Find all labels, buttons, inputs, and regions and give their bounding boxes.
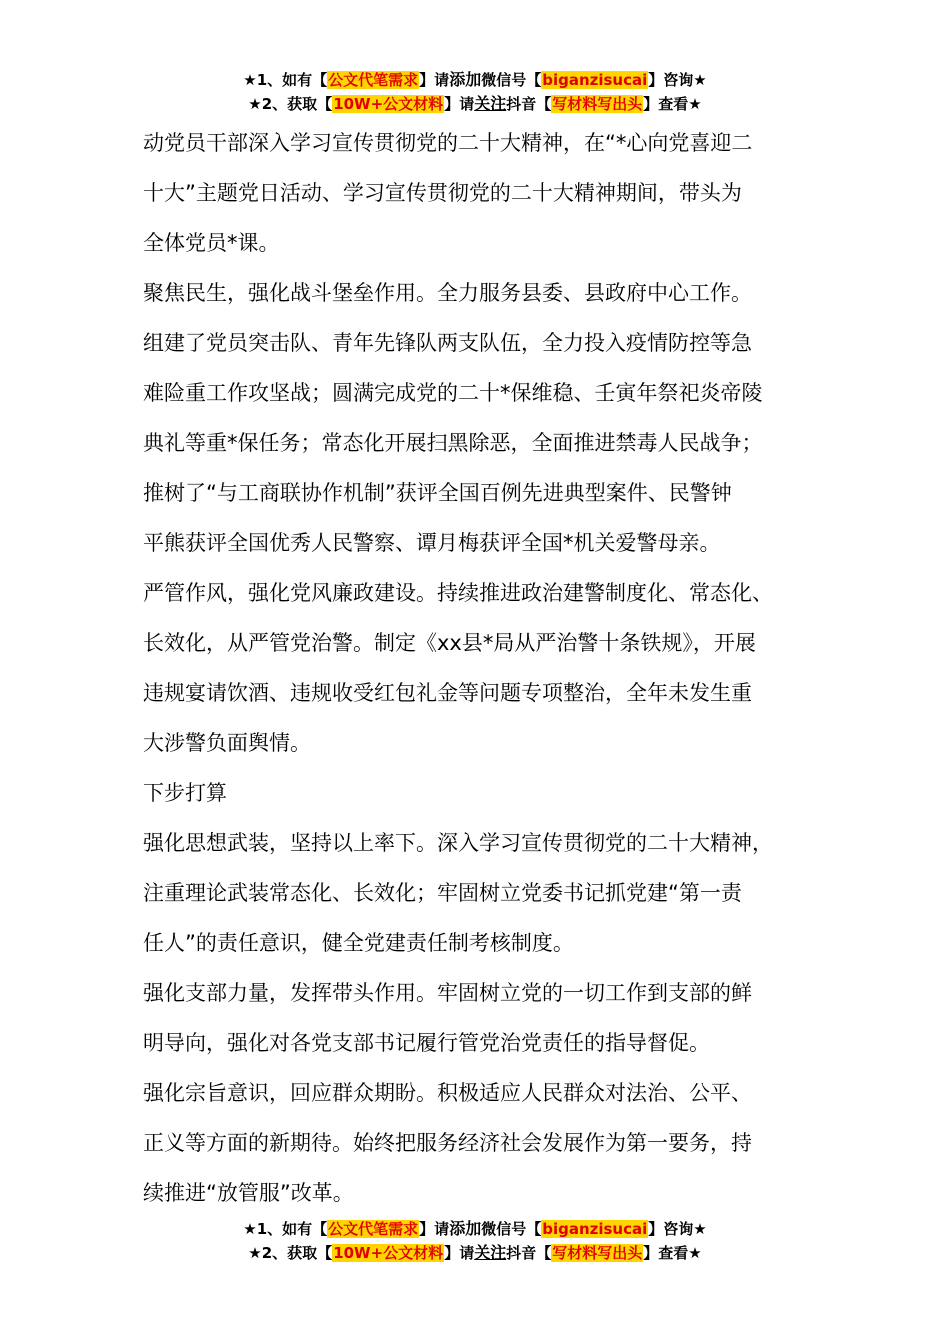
text-line: 强化宗旨意识，回应群众期盼。积极适应人民群众对法治、公平、: [143, 1081, 752, 1105]
paragraph: [143, 568, 843, 768]
highlight-service: 公文代笔需求: [328, 1220, 419, 1238]
paragraph: [143, 118, 843, 268]
text-line: 组建了党员突击队、青年先锋队两支队伍，全力投入疫情防控等急: [143, 331, 752, 355]
text-line: 十大”主题党日活动、学习宣传贯彻党的二十大精神期间，带头为: [143, 181, 742, 205]
highlight-wechat-id: biganzisucai: [542, 71, 648, 89]
banner-emphasis: 添加: [449, 1219, 482, 1238]
highlight-materials: 10W+公文材料: [333, 1244, 444, 1262]
paragraph: [143, 968, 843, 1068]
highlight-wechat-id: biganzisucai: [542, 1220, 648, 1238]
text-line: 难险重工作攻坚战；圆满完成党的二十*保维稳、壬寅年祭祀炎帝陵: [143, 381, 763, 405]
text-line: 任人”的责任意识，健全党建责任制考核制度。: [143, 931, 574, 955]
banner-text: ★2、获取【: [248, 95, 333, 113]
text-line: 全体党员*课。: [143, 231, 280, 255]
paragraph: [143, 818, 843, 968]
footer-banner: [0, 1217, 950, 1265]
text-line: 正义等方面的新期待。始终把服务经济社会发展作为第一要务，持: [143, 1131, 752, 1155]
text-line: 平熊获评全国优秀人民警察、谭月梅获评全国*机关爱警母亲。: [143, 531, 721, 555]
document-body: [143, 118, 843, 1218]
banner-line-1: [0, 1217, 950, 1241]
paragraph: [143, 1068, 843, 1218]
banner-text: 】请: [444, 1244, 475, 1262]
banner-text: 抖音【: [506, 1244, 552, 1262]
banner-text: 微信号【: [481, 71, 542, 89]
text-line: 推树了“与工商联协作机制”获评全国百例先进典型案件、民警钟: [143, 481, 732, 505]
text-line: 续推进“放管服”改革。: [143, 1181, 354, 1205]
paragraph: [143, 268, 843, 568]
banner-text: ★1、如有【: [243, 71, 328, 89]
text-line: 聚焦民生，强化战斗堡垒作用。全力服务县委、县政府中心工作。: [143, 281, 752, 305]
banner-emphasis: 关注: [474, 94, 507, 113]
banner-text: 】咨询★: [648, 71, 707, 89]
text-line: 注重理论武装常态化、长效化；牢固树立党委书记抓党建“第一责: [143, 881, 742, 905]
banner-text: 微信号【: [481, 1220, 542, 1238]
banner-text: 】请: [419, 71, 450, 89]
banner-text: ★1、如有【: [243, 1220, 328, 1238]
banner-text: 】查看★: [643, 1244, 702, 1262]
text-line: 明导向，强化对各党支部书记履行管党治党责任的指导督促。: [143, 1031, 710, 1055]
section-heading: [143, 768, 843, 818]
text-line: 强化思想武装，坚持以上率下。深入学习宣传贯彻党的二十大精神，: [143, 831, 773, 855]
text-line: 强化支部力量，发挥带头作用。牢固树立党的一切工作到支部的鲜: [143, 981, 752, 1005]
highlight-douyin-account: 写材料写出头: [552, 95, 643, 113]
banner-line-1: [0, 68, 950, 92]
text-line: 严管作风，强化党风廉政建设。持续推进政治建警制度化、常态化、: [143, 581, 773, 605]
text-line: 长效化，从严管党治警。制定《xx县*局从严治警十条铁规》，开展: [143, 631, 756, 655]
banner-line-2: [0, 1241, 950, 1265]
banner-text: 】咨询★: [648, 1220, 707, 1238]
banner-line-2: [0, 92, 950, 116]
banner-text: ★2、获取【: [248, 1244, 333, 1262]
text-line: 动党员干部深入学习宣传贯彻党的二十大精神，在“*心向党喜迎二: [143, 131, 753, 155]
heading-text: 下步打算: [143, 781, 227, 805]
banner-text: 】请: [444, 95, 475, 113]
banner-emphasis: 关注: [474, 1243, 507, 1262]
banner-text: 】查看★: [643, 95, 702, 113]
text-line: 典礼等重*保任务；常态化开展扫黑除恶，全面推进禁毒人民战争；: [143, 431, 763, 455]
highlight-douyin-account: 写材料写出头: [552, 1244, 643, 1262]
highlight-service: 公文代笔需求: [328, 71, 419, 89]
highlight-materials: 10W+公文材料: [333, 95, 444, 113]
banner-text: 抖音【: [506, 95, 552, 113]
text-line: 大涉警负面舆情。: [143, 731, 311, 755]
header-banner: [0, 68, 950, 116]
text-line: 违规宴请饮酒、违规收受红包礼金等问题专项整治，全年未发生重: [143, 681, 752, 705]
banner-text: 】请: [419, 1220, 450, 1238]
banner-emphasis: 添加: [449, 70, 482, 89]
